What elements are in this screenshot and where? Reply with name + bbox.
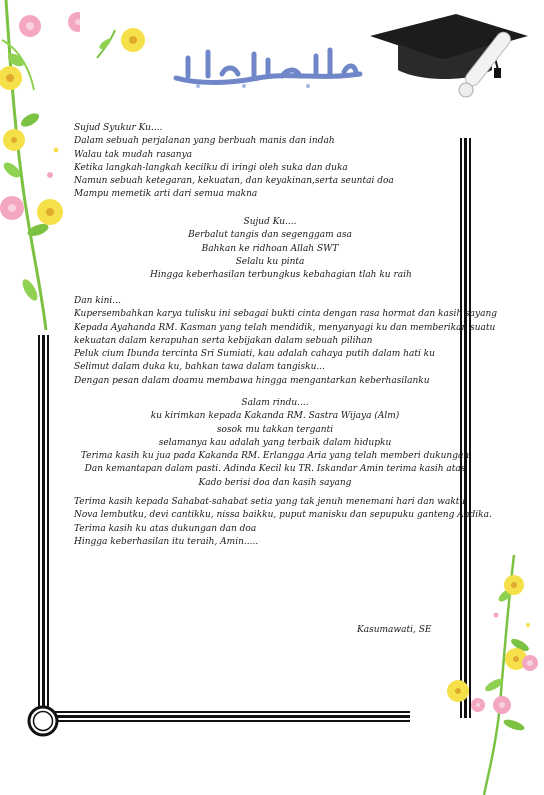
text-line: Ketika langkah-langkah kecilku di iringi oleh suka dan duka xyxy=(74,162,348,173)
text-line: Bahkan ke ridhoan Allah SWT xyxy=(201,243,339,254)
text-line: Terima kasih ku atas dukungan dan doa xyxy=(74,523,257,534)
paragraph-dedication-parents xyxy=(74,295,497,388)
text-line: Hingga keberhasilan terbungkus kebahagian tlah ku raih xyxy=(150,270,412,281)
text-line: Hingga keberhasilan itu teraih, Amin..... xyxy=(74,536,259,547)
text-line: Nova lembutku, devi cantikku, nissa baikku, puput manisku dan sepupuku ganteng Andika. xyxy=(74,510,492,521)
text-line: Kado berisi doa dan kasih sayang xyxy=(198,477,352,488)
text-line: Dan kini... xyxy=(74,296,121,306)
signature: Kasumawati, SE xyxy=(357,625,432,635)
frame-corner-ring xyxy=(26,704,60,738)
text-line: Terima kasih kepada Sahabat-sahabat setia yang tak jenuh menemani hari dan waktu xyxy=(74,497,466,507)
yellow-flower-icon xyxy=(0,66,22,90)
text-line: Dan kemantapan dalam pasti. Adinda Kecil ku TR. Iskandar Amin terima kasih atas xyxy=(84,464,466,475)
paragraph-prayer xyxy=(150,216,412,282)
text-line: sosok mu takkan terganti xyxy=(216,424,334,435)
yellow-flower-icon xyxy=(504,575,524,595)
flower-decoration-left xyxy=(0,0,80,340)
bismillah-calligraphy xyxy=(168,44,368,90)
text-line: Dalam sebuah perjalanan yang berbuah manis dan indah xyxy=(74,136,335,147)
text-line: Kepada Ayahanda RM. Kasman yang telah mendidik, menyanyagi ku dan memberikan suatu xyxy=(74,322,496,333)
text-line: Selimut dalam duka ku, bahkan tawa dalam tangisku... xyxy=(74,362,325,373)
yellow-flower-icon xyxy=(95,20,145,60)
paragraph-siblings xyxy=(80,397,470,490)
text-line: ku kirimkan kepada Kakanda RM. Sastra Wijaya (Alm) xyxy=(150,411,400,422)
text-line: Dengan pesan dalam doamu membawa hingga mengantarkan keberhasilanku xyxy=(74,375,430,386)
text-line: Sujud Syukur Ku.... xyxy=(74,123,163,133)
text-line: Namun sebuah ketegaran, kekuatan, dan keyakinan,serta seuntai doa xyxy=(74,176,394,187)
text-line: Mampu memetik arti dari semua makna xyxy=(74,189,258,200)
graduation-cap-icon xyxy=(370,8,530,108)
frame-line-bottom xyxy=(42,710,410,724)
text-line: Peluk cium Ibunda tercinta Sri Sumiati, kau adalah cahaya putih dalam hati ku xyxy=(74,349,435,360)
text-line: Walau tak mudah rasanya xyxy=(74,149,193,160)
text-line: Berbalut tangis dan segenggam asa xyxy=(188,230,352,241)
flower-decoration-right xyxy=(444,555,544,795)
pink-flower-icon xyxy=(19,15,41,37)
text-line: Salam rindu.... xyxy=(241,398,309,408)
paragraph-friends xyxy=(74,496,492,549)
text-line: Selalu ku pinta xyxy=(235,256,305,267)
paragraph-gratitude xyxy=(74,122,394,202)
text-line: kekuatan dalam kerapuhan serta kebijakan dalam sebuah pilihan xyxy=(74,335,373,346)
text-line: Terima kasih ku jua pada Kakanda RM. Erlangga Aria yang telah memberi dukungan xyxy=(80,451,470,462)
text-line: Sujud Ku.... xyxy=(243,217,297,227)
text-line: selamanya kau adalah yang terbaik dalam hidupku xyxy=(158,437,392,448)
text-line: Kupersembahkan karya tulisku ini sebagai bukti cinta dengan rasa hormat dan kasih sayang xyxy=(74,309,498,320)
frame-line-left xyxy=(38,335,50,723)
pink-flower-icon xyxy=(522,655,538,671)
